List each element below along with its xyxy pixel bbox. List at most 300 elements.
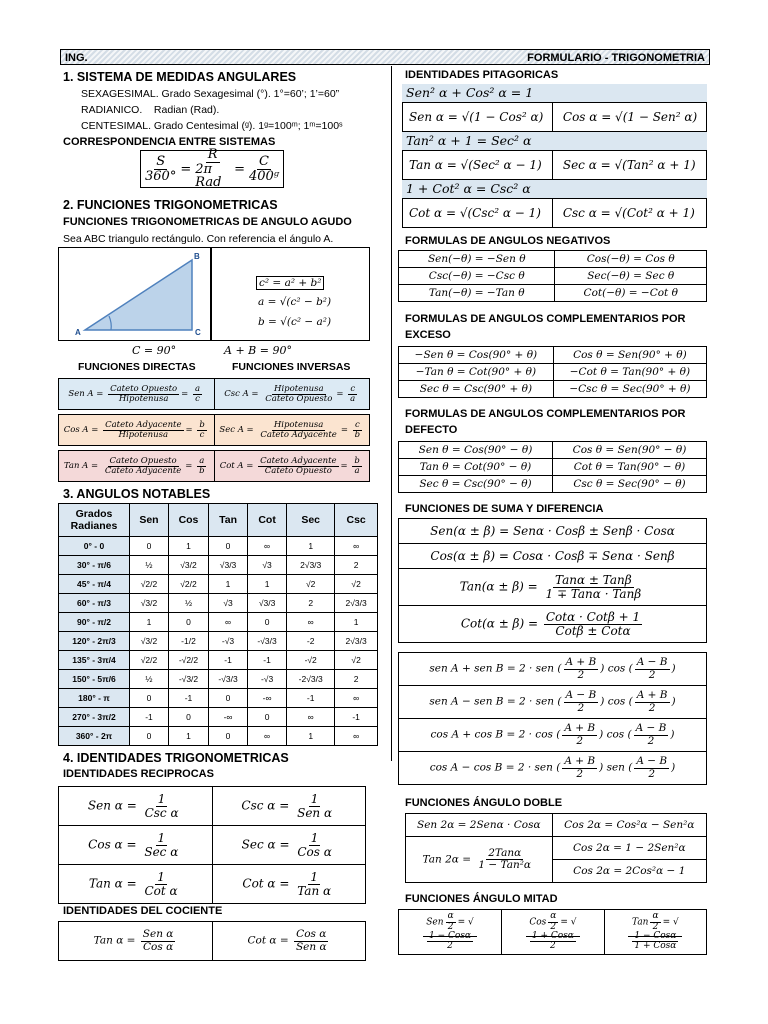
- formula-row: [399, 347, 707, 364]
- frac-num: 1: [157, 791, 166, 806]
- side-b-eq: b = √(c² − a²): [258, 316, 332, 328]
- table-cell: √2/2: [130, 651, 169, 670]
- formula-cell: Cos(−θ) = Cos θ: [555, 251, 707, 268]
- triangle-shape: [85, 260, 192, 330]
- reciprocal-row: [59, 826, 366, 865]
- frac-num: 1: [310, 869, 318, 884]
- table-cell: 2√3/3: [335, 632, 378, 651]
- vertex-b: B: [194, 252, 200, 261]
- formula-r: R: [207, 147, 218, 163]
- formula-cell: Csc θ = Sec(90° − θ): [553, 476, 707, 493]
- negative-angles-table: [398, 250, 707, 302]
- table-row: [59, 594, 378, 613]
- a-plus-b: A + B = 90°: [224, 344, 292, 357]
- frac-num: A − B: [565, 689, 597, 702]
- table-cell: 0: [209, 727, 248, 746]
- pyth-id-2: Tan² α + 1 = Sec² α: [402, 132, 707, 150]
- formula-cell: Cos θ = Sen(90° − θ): [553, 442, 707, 459]
- table-cell: 0: [248, 708, 287, 727]
- formula-cell: Sec(−θ) = Sec θ: [555, 268, 707, 285]
- frac-den: c: [199, 429, 205, 440]
- side-a-eq: a = √(c² − b²): [258, 296, 332, 308]
- inverse-ratio: Cot A = $\frac{\text{Cateto Adyacente}}{\text{Cateto Opuesto}}$ = $\frac{b}{a}$: [219, 455, 360, 476]
- table-cell: 90° - π/2: [59, 613, 130, 632]
- table-cell: 0° - 0: [59, 537, 130, 556]
- direct-ratio: Cos A = $\frac{\text{Cateto Adyacente}}{\text{Hipotenusa}}$ = $\frac{b}{c}$: [59, 415, 215, 445]
- table-row: [59, 632, 378, 651]
- formula-row: [399, 268, 707, 285]
- table-cell: 2√3/3: [287, 556, 335, 575]
- table-cell: ½: [168, 594, 208, 613]
- table-cell: √3/3: [248, 594, 287, 613]
- frac-den: b: [354, 429, 361, 440]
- table-cell: -√3/2: [168, 670, 208, 689]
- pyth-id-3: 1 + Cot² α = Csc² α: [402, 180, 707, 198]
- notable-angles-table: [58, 503, 378, 746]
- sec-from-tan: Sec α = √(Tan² α + 1): [552, 151, 706, 180]
- double-angle-table: [405, 813, 707, 883]
- formula-cell: Cot(−θ) = −Cot θ: [555, 285, 707, 302]
- table-cell: 2√3/3: [335, 594, 378, 613]
- formula-cell: Csc(−θ) = −Csc θ: [399, 268, 555, 285]
- table-header: Csc: [335, 504, 378, 537]
- table-cell: -1: [287, 689, 335, 708]
- table-cell: -√2/2: [168, 651, 208, 670]
- reciprocal-left: Sen α = $\frac{1}{\text{Csc α}}$: [59, 787, 213, 826]
- sum-to-product-row: [399, 719, 707, 752]
- table-cell: 2: [335, 670, 378, 689]
- c-90: C = 90°: [132, 344, 177, 357]
- frac-num: Cateto Opuesto: [110, 383, 178, 394]
- table-cell: -1: [248, 651, 287, 670]
- sum-to-product-formula: cos A − cos B = 2 · sen ( $\frac{A + B}{2}$ ) sen ( $\frac{A - B}{2}$ ): [399, 752, 707, 785]
- frac-num: A + B: [565, 656, 597, 669]
- pythagorean-block: [402, 84, 707, 228]
- stp-label: sen A − sen B = 2 · sen: [429, 696, 555, 708]
- tan-double-label: Tan 2α =: [422, 853, 472, 866]
- sexagesimal-line: SEXAGESIMAL. Grado Sexagesimal (°). 1°=60’; 1’=60”: [81, 88, 340, 100]
- section-2-title: 2. FUNCIONES TRIGONOMETRICAS: [63, 198, 278, 212]
- ratio-label: Csc A: [224, 389, 249, 399]
- table-cell: 30° - π/6: [59, 556, 130, 575]
- table-cell: √3/2: [168, 556, 208, 575]
- table-cell: -∞: [209, 708, 248, 727]
- section-1-title: 1. SISTEMA DE MEDIDAS ANGULARES: [63, 70, 297, 84]
- table-cell: ½: [130, 556, 169, 575]
- cot-label: Cot α: [247, 935, 277, 947]
- frac-den: 2: [652, 921, 659, 932]
- radianico-line: RADIANICO. Radian (Rad).: [81, 104, 220, 116]
- sum-to-product-formula: sen A − sen B = 2 · sen ( $\frac{A - B}{2}$ ) cos ( $\frac{A + B}{2}$ ): [399, 686, 707, 719]
- table-cell: 0: [209, 537, 248, 556]
- inverse-ratio: Sec A = $\frac{\text{Hipotenusa}}{\text{Cateto Adyacente}}$ = $\frac{c}{b}$: [219, 419, 361, 440]
- table-cell: -2√3/3: [287, 670, 335, 689]
- tan-sum-den: 1 ∓ Tanα · Tanβ: [545, 586, 642, 601]
- frac-den: Cateto Opuesto: [265, 393, 333, 404]
- formula-row: [399, 476, 707, 493]
- triangle-figure: [58, 247, 211, 341]
- frac-num: b: [199, 419, 205, 430]
- tan-sum: [399, 569, 707, 606]
- cos-double-1: Cos 2α = Cos²α − Sen²α: [552, 814, 706, 837]
- table-header: Sen: [130, 504, 169, 537]
- formula-cell: Sen(−θ) = −Sen θ: [399, 251, 555, 268]
- table-cell: √3/2: [130, 594, 169, 613]
- frac-num: Hipotenusa: [273, 419, 324, 430]
- frac-num: A − B: [636, 656, 668, 669]
- table-cell: ∞: [335, 537, 378, 556]
- frac-num: α: [447, 911, 454, 922]
- header-left: ING.: [65, 52, 88, 64]
- table-cell: 150° - 5π/6: [59, 670, 130, 689]
- table-header: Grados Radianes: [59, 504, 130, 537]
- table-row: [59, 537, 378, 556]
- table-cell: -√2: [287, 651, 335, 670]
- sum-to-product-table: [398, 652, 707, 785]
- rec-label: Csc α: [241, 798, 276, 813]
- table-cell: ∞: [335, 727, 378, 746]
- triangle-svg: [59, 248, 210, 340]
- formula-cell: Tan θ = Cot(90° − θ): [399, 459, 553, 476]
- table-cell: 360° - 2π: [59, 727, 130, 746]
- table-cell: 1: [248, 575, 287, 594]
- sum-to-product-row: [399, 752, 707, 785]
- tan-double: [406, 837, 553, 883]
- half-angle-table: [398, 909, 707, 955]
- sum-to-product-formula: sen A + sen B = 2 · sen ( $\frac{A + B}{2}$ ) cos ( $\frac{A - B}{2}$ ): [399, 653, 707, 686]
- frac-den: 2: [577, 668, 585, 681]
- frac-den: 1 + Cosα: [634, 941, 677, 952]
- cos-double-3: Cos 2α = 2Cos²α − 1: [552, 860, 706, 883]
- table-header: Sec: [287, 504, 335, 537]
- frac-num: A + B: [564, 722, 596, 735]
- sum-to-product-row: [399, 653, 707, 686]
- table-header: Cos: [168, 504, 208, 537]
- stp-label: cos A − cos B = 2 · sen: [429, 762, 553, 774]
- triangle-intro: Sea ABC triangulo rectángulo. Con referencia el ángulo A.: [63, 233, 334, 245]
- table-cell: 1: [168, 727, 208, 746]
- table-cell: -√3: [248, 670, 287, 689]
- formula-cell: Sec θ = Csc(90° − θ): [399, 476, 553, 493]
- frac-den: Hipotenusa: [118, 393, 169, 404]
- frac-den: Sec α: [144, 844, 179, 859]
- tan-quotient: Tan α = $\frac{\text{Sen α}}{\text{Cos α}}$: [59, 922, 213, 961]
- table-cell: √3: [209, 594, 248, 613]
- negativos-title: FORMULAS DE ANGULOS NEGATIVOS: [405, 235, 611, 247]
- tan-from-sec: Tan α = √(Sec² α − 1): [403, 151, 553, 180]
- formula-2pi: 2π Rad: [195, 161, 222, 191]
- half-func: Tan: [632, 917, 649, 928]
- pyth-id-1: Sen² α + Cos² α = 1: [402, 84, 707, 102]
- formula-row: [399, 364, 707, 381]
- table-row: [59, 727, 378, 746]
- formula-cell: −Cot θ = Tan(90° + θ): [553, 364, 706, 381]
- pitagoricas-title: IDENTIDADES PITAGORICAS: [405, 69, 559, 81]
- formula-row: [399, 285, 707, 302]
- table-cell: ∞: [248, 537, 287, 556]
- tan-double-num: 2Tanα: [488, 846, 522, 859]
- tan-num: Sen α: [142, 928, 174, 941]
- reciprocal-left: Cos α = $\frac{1}{\text{Sec α}}$: [59, 826, 213, 865]
- frac-den: c: [195, 393, 200, 404]
- table-cell: 2: [335, 556, 378, 575]
- table-cell: 0: [168, 708, 208, 727]
- cos-double-2: Cos 2α = 1 − 2Sen²α: [552, 837, 706, 860]
- table-cell: 1: [335, 613, 378, 632]
- table-cell: 1: [287, 727, 335, 746]
- formula-c: C: [259, 153, 269, 169]
- frac-den: Cos α: [297, 844, 332, 859]
- half-func: Cos: [529, 917, 547, 928]
- table-cell: ∞: [287, 708, 335, 727]
- frac-num: Cateto Opuesto: [109, 455, 177, 466]
- pythagoras-box: [211, 247, 370, 341]
- table-cell: -√3/3: [248, 632, 287, 651]
- vertex-c: C: [195, 328, 201, 337]
- inversas-title: FUNCIONES INVERSAS: [232, 361, 351, 373]
- correspondencia-title: CORRESPONDENCIA ENTRE SISTEMAS: [63, 136, 276, 148]
- table-cell: -1: [168, 689, 208, 708]
- table-cell: 0: [168, 613, 208, 632]
- frac-num: A − B: [636, 755, 668, 768]
- frac-den: Cateto Adyacente: [260, 429, 337, 440]
- tan-den: Cos α: [142, 940, 174, 953]
- table-cell: 1: [287, 537, 335, 556]
- vertex-a: A: [75, 328, 81, 337]
- rec-label: Sec α: [241, 837, 276, 852]
- formula-cell: −Csc θ = Sec(90° + θ): [553, 381, 706, 398]
- table-cell: ∞: [248, 727, 287, 746]
- directas-title: FUNCIONES DIRECTAS: [78, 361, 196, 373]
- frac-den: Cot α: [144, 883, 178, 898]
- frac-num: 1: [157, 869, 165, 884]
- table-cell: 120° - 2π/3: [59, 632, 130, 651]
- reciprocal-row: [59, 787, 366, 826]
- frac-den: a: [354, 465, 360, 476]
- rec-label: Tan α: [88, 876, 123, 891]
- stp-func: sen: [606, 762, 625, 774]
- frac-den: 2: [577, 701, 585, 714]
- table-cell: √2/2: [130, 575, 169, 594]
- half-angle-cell: Tan $\frac{\alpha}{2}$ = √ $\frac{\text{1 − Cosα}}{\text{1 + Cosα}}$: [604, 910, 706, 955]
- table-row: [59, 556, 378, 575]
- column-divider: [391, 66, 392, 761]
- sen-from-cos: Sen α = √(1 − Cos² α): [403, 103, 553, 132]
- formula-row: [399, 251, 707, 268]
- pythagoras-eq: c² = a² + b²: [256, 276, 324, 290]
- table-cell: 1: [130, 613, 169, 632]
- formula-row: [399, 442, 707, 459]
- table-cell: ∞: [209, 613, 248, 632]
- section-4-title: 4. IDENTIDADES TRIGONOMETRICAS: [63, 751, 289, 765]
- formula-row: [399, 381, 707, 398]
- tan-sum-num: Tanα ± Tanβ: [555, 572, 632, 587]
- ratio-label: Tan A: [63, 461, 89, 471]
- reciprocal-left: Tan α = $\frac{1}{\text{Cot α}}$: [59, 865, 213, 904]
- reciprocas-title: IDENTIDADES RECIPROCAS: [63, 768, 214, 780]
- reciprocal-table: [58, 786, 366, 904]
- rec-label: Cot α: [242, 876, 276, 891]
- reciprocal-right: Sec α = $\frac{1}{\text{Cos α}}$: [212, 826, 366, 865]
- frac-num: A − B: [635, 722, 667, 735]
- table-row: [59, 651, 378, 670]
- table-header: Tan: [209, 504, 248, 537]
- frac-num: 1: [157, 830, 166, 845]
- frac-den: 2: [447, 941, 453, 952]
- frac-den: Hipotenusa: [118, 429, 169, 440]
- table-cell: -1: [335, 708, 378, 727]
- frac-num: α: [652, 911, 659, 922]
- header-title: FORMULARIO - TRIGONOMETRIA: [527, 52, 705, 64]
- table-row: [59, 575, 378, 594]
- cot-den: Sen α: [295, 940, 327, 953]
- cot-sum-label: Cot(α ± β) =: [460, 616, 539, 631]
- sum-to-product-formula: cos A + cos B = 2 · cos ( $\frac{A + B}{2}$ ) cos ( $\frac{A - B}{2}$ ): [399, 719, 707, 752]
- page-header: [60, 49, 710, 65]
- table-cell: -∞: [248, 689, 287, 708]
- table-cell: -1: [209, 651, 248, 670]
- inverse-ratio: Csc A = $\frac{\text{Hipotenusa}}{\text{Cateto Opuesto}}$ = $\frac{c}{a}$: [224, 383, 356, 404]
- frac-den: 2: [648, 668, 656, 681]
- frac-den: 2: [550, 921, 557, 932]
- frac-num: A + B: [564, 755, 596, 768]
- table-row: [59, 670, 378, 689]
- cot-num: Cos α: [296, 928, 327, 941]
- reciprocal-row: [59, 865, 366, 904]
- table-cell: 0: [209, 689, 248, 708]
- table-cell: ½: [130, 670, 169, 689]
- sum-difference-table: [398, 518, 707, 643]
- table-cell: √2: [335, 651, 378, 670]
- frac-den: 2: [447, 921, 454, 932]
- cos-sum: Cos(α ± β) = Cosα · Cosβ ∓ Senα · Senβ: [399, 544, 707, 569]
- sum-to-product-row: [399, 686, 707, 719]
- half-angle-cell: Cos $\frac{\alpha}{2}$ = √ $\frac{\text{1 + Cosα}}{2}$: [502, 910, 605, 955]
- table-cell: √3/3: [209, 556, 248, 575]
- formula-cell: Cot θ = Tan(90° − θ): [553, 459, 707, 476]
- frac-den: 2: [550, 941, 556, 952]
- trig-ratio-row: [58, 378, 370, 410]
- half-func: Sen: [426, 917, 444, 928]
- table-cell: ∞: [335, 689, 378, 708]
- frac-num: Cateto Adyacente: [105, 419, 182, 430]
- formula-cell: Cos θ = Sen(90° + θ): [553, 347, 706, 364]
- formula-360: 360°: [145, 168, 177, 184]
- table-cell: 1: [168, 537, 208, 556]
- table-cell: 180° - π: [59, 689, 130, 708]
- tan-label: Tan α: [93, 935, 124, 947]
- quotient-table: [58, 921, 366, 961]
- table-row: [59, 708, 378, 727]
- frac-den: 2: [647, 734, 655, 747]
- trig-ratio-row: [58, 414, 370, 446]
- mitad-title: FUNCIONES ÁNGULO MITAD: [405, 893, 558, 905]
- table-cell: 2: [287, 594, 335, 613]
- table-cell: 60° - π/3: [59, 594, 130, 613]
- trig-ratio-table: [58, 378, 370, 482]
- frac-num: a: [199, 455, 205, 466]
- formula-cell: −Tan θ = Cot(90° + θ): [399, 364, 554, 381]
- exceso-title: FORMULAS DE ANGULOS COMPLEMENTARIOS POR EXCESO: [405, 313, 686, 341]
- table-cell: 0: [130, 537, 169, 556]
- agudo-subtitle: FUNCIONES TRIGONOMETRICAS DE ANGULO AGUDO: [63, 216, 352, 228]
- rec-label: Sen α: [87, 798, 123, 813]
- frac-num: 1: [310, 791, 319, 806]
- table-cell: ∞: [287, 613, 335, 632]
- frac-den: b: [199, 465, 205, 476]
- cot-sum-den: Cotβ ± Cotα: [555, 623, 631, 638]
- table-cell: 0: [130, 689, 169, 708]
- table-cell: 0: [130, 727, 169, 746]
- table-cell: √2: [287, 575, 335, 594]
- rec-label: Cos α: [88, 837, 123, 852]
- cot-from-csc: Cot α = √(Csc² α − 1): [403, 199, 553, 228]
- table-cell: -1: [130, 708, 169, 727]
- frac-num: 1 − Cosα: [634, 931, 677, 941]
- table-cell: √3/2: [130, 632, 169, 651]
- defect-table: [398, 441, 707, 493]
- ratio-label: Cot A: [219, 461, 244, 471]
- table-cell: -1/2: [168, 632, 208, 651]
- cos-from-sen: Cos α = √(1 − Sen² α): [552, 103, 706, 132]
- frac-den: 2: [648, 767, 656, 780]
- reciprocal-right: Csc α = $\frac{1}{\text{Sen α}}$: [212, 787, 366, 826]
- frac-den: a: [350, 393, 356, 404]
- frac-num: c: [350, 383, 356, 394]
- frac-den: Cateto Opuesto: [264, 465, 332, 476]
- frac-num: a: [195, 383, 201, 394]
- formula-400: 400ᵍ: [248, 168, 279, 184]
- table-cell: -√3: [209, 632, 248, 651]
- frac-num: 1 + Cosα: [531, 931, 574, 941]
- sin-double: Sen 2α = 2Senα · Cosα: [406, 814, 553, 837]
- excess-table: [398, 346, 707, 398]
- table-cell: √3: [248, 556, 287, 575]
- formula-s: S: [156, 153, 166, 169]
- half-angle-cell: Sen $\frac{\alpha}{2}$ = √ $\frac{\text{1 − Cosα}}{2}$: [399, 910, 502, 955]
- cot-quotient: Cot α = $\frac{\text{Cos α}}{\text{Sen α}}$: [213, 922, 366, 961]
- centesimal-line: CENTESIMAL. Grado Centesimal (ᵍ). 1ᵍ=100ᵐ; 1ᵐ=100ˢ: [81, 120, 343, 132]
- frac-den: 2: [576, 734, 584, 747]
- defecto-title: FORMULAS DE ANGULOS COMPLEMENTARIOS POR DEFECTO: [405, 408, 686, 436]
- formula-cell: Sec θ = Csc(90° + θ): [399, 381, 554, 398]
- table-header: Cot: [248, 504, 287, 537]
- ratio-label: Sec A: [219, 425, 244, 435]
- frac-den: Csc α: [144, 805, 179, 820]
- table-cell: 270° - 3π/2: [59, 708, 130, 727]
- table-row: [59, 613, 378, 632]
- formula-cell: Tan(−θ) = −Tan θ: [399, 285, 555, 302]
- doble-title: FUNCIONES ÁNGULO DOBLE: [405, 797, 563, 809]
- formula-row: [399, 459, 707, 476]
- cot-sum-num: Cotα · Cotβ + 1: [545, 609, 641, 624]
- ratio-label: Sen A: [68, 389, 94, 399]
- frac-num: Hipotenusa: [274, 383, 324, 394]
- section-3-title: 3. ANGULOS NOTABLES: [63, 487, 211, 501]
- table-row: [59, 689, 378, 708]
- table-cell: 1: [209, 575, 248, 594]
- frac-num: c: [354, 419, 360, 430]
- frac-num: b: [354, 455, 360, 466]
- stp-func: cos: [607, 696, 626, 708]
- frac-den: Sen α: [297, 805, 333, 820]
- frac-num: A + B: [636, 689, 668, 702]
- suma-title: FUNCIONES DE SUMA Y DIFERENCIA: [405, 503, 604, 515]
- correspondence-formula: $\frac{S}{360^\circ}$ = $\frac{R}{\text{2π Rad}}$ = $\frac{C}{\text{400ᵍ}}$: [140, 150, 284, 188]
- stp-func: cos: [607, 663, 626, 675]
- direct-ratio: Sen A = $\frac{\text{Cateto Opuesto}}{\text{Hipotenusa}}$ = $\frac{a}{c}$: [59, 379, 215, 409]
- table-cell: √2: [335, 575, 378, 594]
